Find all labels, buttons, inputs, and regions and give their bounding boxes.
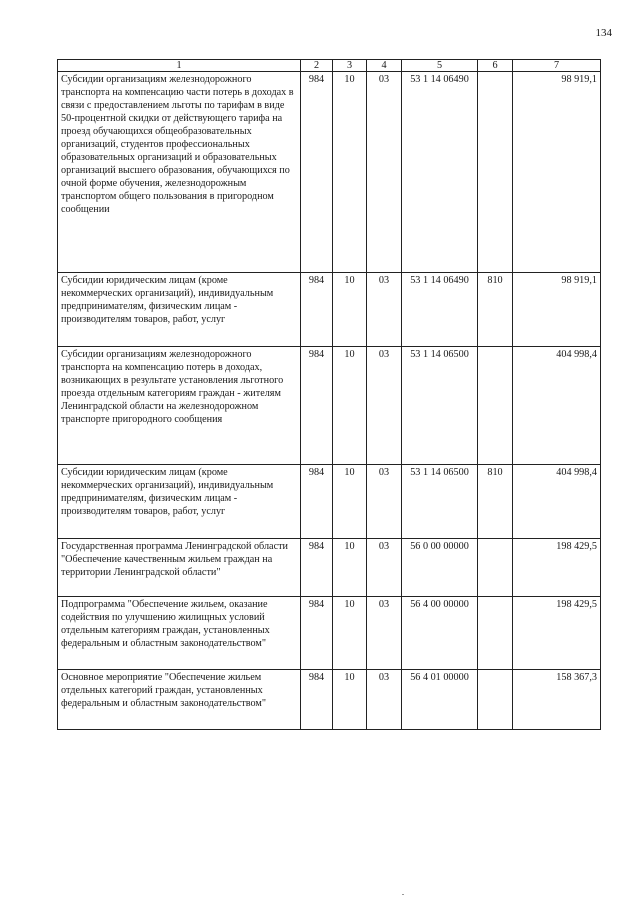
column-header: 7 [513, 60, 601, 72]
cell-amount: 98 919,1 [513, 273, 601, 347]
row-name: Субсидии организациям железнодорожного транспорта на компенсацию потерь в доходах, возникающих в результате установления льготного проезда отдельным категориям граждан - жителям Ленинградской области на железнодорожном транспорте пригородного сообщения [58, 347, 301, 465]
header-row [58, 60, 601, 72]
cell-ministry-code: 984 [301, 72, 333, 273]
cell-subsection: 03 [367, 273, 402, 347]
scan-speck [402, 894, 404, 895]
cell-section: 10 [333, 465, 367, 539]
cell-expense-type: 810 [478, 273, 513, 347]
cell-amount: 404 998,4 [513, 347, 601, 465]
cell-section: 10 [333, 670, 367, 730]
cell-target-code: 53 1 14 06490 [402, 72, 478, 273]
table-row [58, 347, 601, 465]
table-row [58, 465, 601, 539]
cell-section: 10 [333, 539, 367, 597]
row-name: Подпрограмма "Обеспечение жильем, оказание содействия по улучшению жилищных условий отдельным категориям граждан, установленных федеральным и областным законодательством" [58, 597, 301, 670]
table-row [58, 273, 601, 347]
cell-amount: 158 367,3 [513, 670, 601, 730]
cell-subsection: 03 [367, 597, 402, 670]
column-header: 1 [58, 60, 301, 72]
cell-expense-type [478, 72, 513, 273]
cell-target-code: 53 1 14 06500 [402, 465, 478, 539]
cell-ministry-code: 984 [301, 273, 333, 347]
cell-section: 10 [333, 72, 367, 273]
cell-ministry-code: 984 [301, 465, 333, 539]
cell-ministry-code: 984 [301, 539, 333, 597]
column-header: 2 [301, 60, 333, 72]
cell-expense-type: 810 [478, 465, 513, 539]
cell-amount: 404 998,4 [513, 465, 601, 539]
cell-expense-type [478, 539, 513, 597]
cell-subsection: 03 [367, 539, 402, 597]
cell-amount: 198 429,5 [513, 597, 601, 670]
row-name: Субсидии юридическим лицам (кроме некоммерческих организаций), индивидуальным предпринимателям, физическим лицам - производителям товаров, работ, услуг [58, 273, 301, 347]
cell-target-code: 56 4 01 00000 [402, 670, 478, 730]
budget-table [57, 59, 601, 730]
table-row [58, 72, 601, 273]
cell-amount: 198 429,5 [513, 539, 601, 597]
table-row [58, 539, 601, 597]
cell-subsection: 03 [367, 465, 402, 539]
cell-ministry-code: 984 [301, 670, 333, 730]
cell-subsection: 03 [367, 72, 402, 273]
cell-expense-type [478, 597, 513, 670]
cell-ministry-code: 984 [301, 597, 333, 670]
column-header: 3 [333, 60, 367, 72]
cell-ministry-code: 984 [301, 347, 333, 465]
page-number: 134 [595, 27, 612, 39]
column-header: 6 [478, 60, 513, 72]
cell-target-code: 53 1 14 06500 [402, 347, 478, 465]
row-name: Государственная программа Ленинградской области "Обеспечение качественным жильем граждан на территории Ленинградской области" [58, 539, 301, 597]
cell-target-code: 56 0 00 00000 [402, 539, 478, 597]
cell-section: 10 [333, 273, 367, 347]
cell-target-code: 53 1 14 06490 [402, 273, 478, 347]
cell-target-code: 56 4 00 00000 [402, 597, 478, 670]
cell-amount: 98 919,1 [513, 72, 601, 273]
cell-expense-type [478, 347, 513, 465]
table-row [58, 597, 601, 670]
cell-expense-type [478, 670, 513, 730]
cell-section: 10 [333, 597, 367, 670]
cell-subsection: 03 [367, 670, 402, 730]
row-name: Субсидии организациям железнодорожного транспорта на компенсацию части потерь в доходах в связи с предоставлением льготы по тарифам в виде 50-процентной скидки от действующего тарифа на проезд обучающихся общеобразовательных организаций, студентов профессиональных образовательных организаций и образовательных организаций высшего образования, обучающихся по очной форме обучения, железнодорожным транспортом общего пользования в пригородном сообщении [58, 72, 301, 273]
table-row [58, 670, 601, 730]
cell-section: 10 [333, 347, 367, 465]
cell-subsection: 03 [367, 347, 402, 465]
column-header: 4 [367, 60, 402, 72]
column-header: 5 [402, 60, 478, 72]
row-name: Субсидии юридическим лицам (кроме некоммерческих организаций), индивидуальным предпринимателям, физическим лицам - производителям товаров, работ, услуг [58, 465, 301, 539]
row-name: Основное мероприятие "Обеспечение жильем отдельных категорий граждан, установленных федеральным и областным законодательством" [58, 670, 301, 730]
